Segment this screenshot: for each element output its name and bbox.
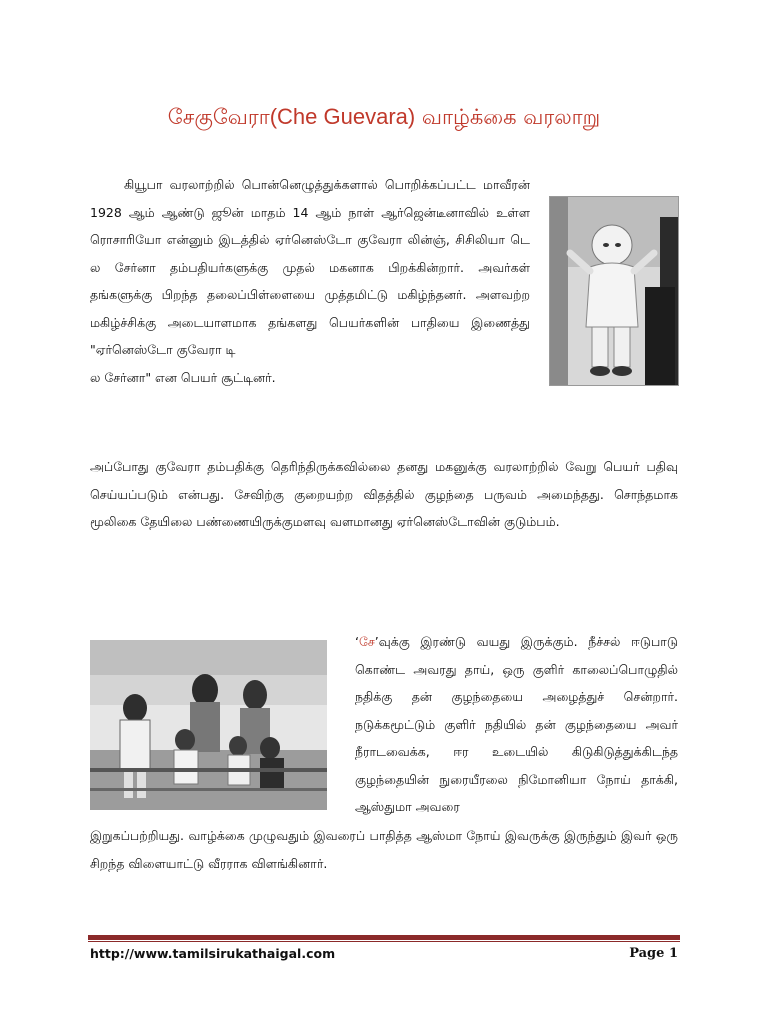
paragraph-1-last-line: ல சேர்னா" என பெயர் சூட்டினர். bbox=[90, 370, 276, 385]
footer-page-number: Page 1 bbox=[629, 946, 678, 961]
family-pool-photo-image bbox=[90, 640, 327, 810]
title-tamil-suffix: வாழ்க்கை வரலாறு bbox=[415, 105, 601, 129]
paragraph-3-text: வுக்கு இரண்டு வயது இருக்கும். நீச்சல் ஈடுபாடு கொண்ட அவரது தாய், ஒரு குளிர் காலைப்பொழுதில் நதிக்கு தன் குழந்தையை அழைத்துச் சென்றார். நடுக்கமூட்டும் குளிர் நதியில் தன் குழந்தையை அவர் நீராடவைக்க, ஈர உடையில் கிடுகிடுத்துக்கிடந்த குழந்தையின் நுரையீரலை நிமோனியா நோய் தாக்கி, ஆஸ்துமா அவரை bbox=[355, 634, 678, 814]
paragraph-1: கியூபா வரலாற்றில் பொன்னெழுத்துக்களால் பொறிக்கப்பட்ட மாவீரன் 1928 ஆம் ஆண்டு ஜூன் மாதம் 14 ஆம் நாள் ஆர்ஜென்டீனாவில் உள்ள ரொசாரியோ என்னும் இடத்தில் ஏர்னெஸ்டோ குவேரா லின்ஞ், சிசிலியா டெ ல சேர்னா தம்பதியர்களுக்கு முதல் மகனாக பிறக்கின்றார். அவர்கள் தங்களுக்கு பிறந்த தலைப்பிள்ளையை முத்தமிட்டு மகிழ்ந்தனர். அளவற்ற மகிழ்ச்சிக்கு அடையாளமாக தங்களது பெயர்களின் பாதியை இணைத்து "ஏர்னெஸ்டோ குவேரா டி bbox=[90, 177, 530, 357]
family-pool-photo bbox=[90, 640, 327, 810]
baby-photo-image bbox=[550, 197, 678, 385]
quote-close: ’ bbox=[374, 634, 379, 649]
paragraph-3-continuation: இறுகப்பற்றியது. வாழ்க்கை முழுவதும் இவரைப் பாதித்த ஆஸ்மா நோய் இவருக்கு இருந்தும் இவர் ஒரு சிறந்த விளையாட்டு வீரராக விளங்கினார். bbox=[90, 828, 678, 871]
title-english: (Che Guevara) bbox=[269, 104, 416, 129]
footer-rule-thick bbox=[88, 935, 680, 940]
page-title bbox=[0, 104, 768, 132]
footer-rule-thin bbox=[88, 941, 680, 942]
title-tamil-prefix: சேகுவேரா bbox=[167, 105, 270, 129]
quote-word-che: சே bbox=[358, 634, 375, 649]
quote-open: ‘ bbox=[355, 634, 359, 649]
baby-photo bbox=[549, 196, 679, 386]
paragraph-2: அப்போது குவேரா தம்பதிக்கு தெரிந்திருக்கவில்லை தனது மகனுக்கு வரலாற்றில் வேறு பெயர் பதிவு செய்யப்படும் என்பது. சேவிற்கு குறையற்ற விதத்தில் குழந்தை பருவம் அமைந்தது. சொந்தமாக மூலிகை தேயிலை பண்ணையிருக்குமளவு வளமானது ஏர்னெஸ்டோவின் குடும்பம். bbox=[90, 459, 678, 529]
paragraph-3 bbox=[355, 628, 678, 821]
footer-url-link[interactable]: http://www.tamilsirukathaigal.com bbox=[90, 946, 336, 961]
